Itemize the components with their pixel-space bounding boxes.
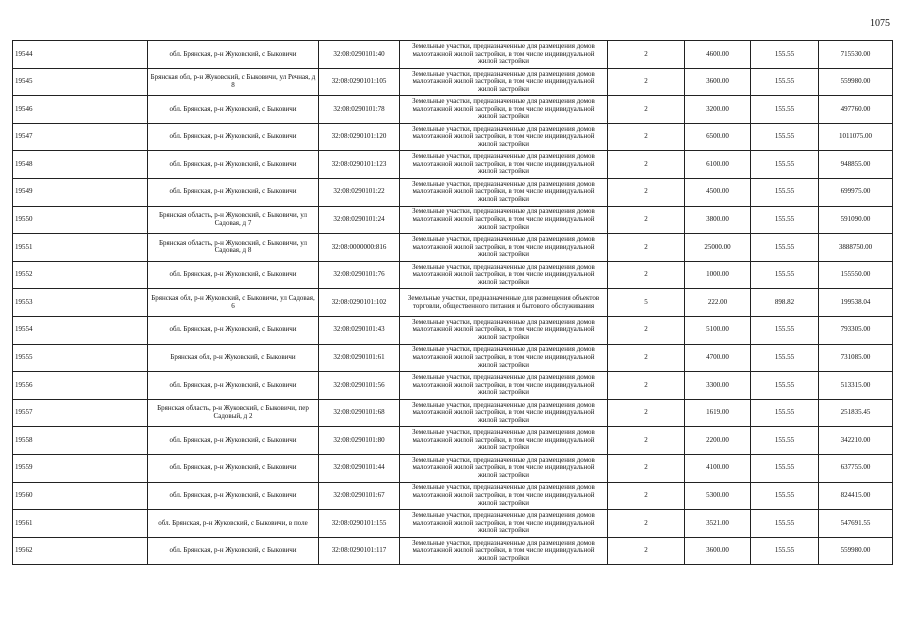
cadastral-number-cell: 32:08:0290101:105 xyxy=(319,68,400,96)
land-purpose-cell: Земельные участки, предназначенные для размещения домов малоэтажной жилой застройки, в том числе индивидуальной жилой застройки xyxy=(400,123,608,151)
address-cell: Брянская обл, р-н Жуковский, с Быковичи, ул Садовая, 6 xyxy=(148,289,319,317)
cadastral-number-cell: 32:08:0290101:44 xyxy=(319,454,400,482)
cadastral-number-cell: 32:08:0290101:61 xyxy=(319,344,400,372)
row-number-cell: 19551 xyxy=(13,234,148,262)
land-purpose-cell: Земельные участки, предназначенные для размещения домов малоэтажной жилой застройки, в том числе индивидуальной жилой застройки xyxy=(400,399,608,427)
land-purpose-cell: Земельные участки, предназначенные для размещения домов малоэтажной жилой застройки, в том числе индивидуальной жилой застройки xyxy=(400,151,608,179)
specific-value-cell: 155.55 xyxy=(751,151,819,179)
land-purpose-cell: Земельные участки, предназначенные для размещения домов малоэтажной жилой застройки, в том числе индивидуальной жилой застройки xyxy=(400,482,608,510)
table-row xyxy=(13,482,893,510)
table-row xyxy=(13,510,893,538)
table-row xyxy=(13,289,893,317)
group-cell: 2 xyxy=(608,261,685,289)
cadastral-value-cell: 559980.00 xyxy=(819,68,893,96)
cadastral-number-cell: 32:08:0290101:117 xyxy=(319,537,400,565)
row-number-cell: 19557 xyxy=(13,399,148,427)
specific-value-cell: 898.82 xyxy=(751,289,819,317)
specific-value-cell: 155.55 xyxy=(751,41,819,69)
specific-value-cell: 155.55 xyxy=(751,482,819,510)
row-number-cell: 19561 xyxy=(13,510,148,538)
group-cell: 2 xyxy=(608,372,685,400)
area-cell: 3600.00 xyxy=(685,68,751,96)
cadastral-number-cell: 32:08:0290101:123 xyxy=(319,151,400,179)
land-purpose-cell: Земельные участки, предназначенные для размещения домов малоэтажной жилой застройки, в том числе индивидуальной жилой застройки xyxy=(400,427,608,455)
group-cell: 2 xyxy=(608,68,685,96)
cadastral-number-cell: 32:08:0290101:56 xyxy=(319,372,400,400)
address-cell: Брянская обл, р-н Жуковский, с Быковичи xyxy=(148,344,319,372)
cadastral-value-cell: 715530.00 xyxy=(819,41,893,69)
address-cell: Брянская область, р-н Жуковский, с Быковичи, ул Садовая, д 8 xyxy=(148,234,319,262)
group-cell: 2 xyxy=(608,427,685,455)
address-cell: обл. Брянская, р-н Жуковский, с Быковичи xyxy=(148,427,319,455)
address-cell: обл. Брянская, р-н Жуковский, с Быковичи xyxy=(148,261,319,289)
address-cell: обл. Брянская, р-н Жуковский, с Быковичи xyxy=(148,537,319,565)
cadastral-number-cell: 32:08:0290101:22 xyxy=(319,178,400,206)
table-row xyxy=(13,537,893,565)
table-row xyxy=(13,372,893,400)
address-cell: обл. Брянская, р-н Жуковский, с Быковичи xyxy=(148,178,319,206)
table-row xyxy=(13,316,893,344)
specific-value-cell: 155.55 xyxy=(751,261,819,289)
table-row xyxy=(13,454,893,482)
cadastral-number-cell: 32:08:0290101:24 xyxy=(319,206,400,234)
cadastral-value-cell: 3888750.00 xyxy=(819,234,893,262)
group-cell: 2 xyxy=(608,96,685,124)
table-row xyxy=(13,234,893,262)
row-number-cell: 19545 xyxy=(13,68,148,96)
specific-value-cell: 155.55 xyxy=(751,510,819,538)
cadastral-number-cell: 32:08:0290101:40 xyxy=(319,41,400,69)
table-row xyxy=(13,41,893,69)
page-number: 1075 xyxy=(870,18,890,29)
cadastral-value-cell: 547691.55 xyxy=(819,510,893,538)
table-body xyxy=(13,41,893,565)
address-cell: обл. Брянская, р-н Жуковский, с Быковичи xyxy=(148,96,319,124)
row-number-cell: 19560 xyxy=(13,482,148,510)
row-number-cell: 19554 xyxy=(13,316,148,344)
area-cell: 3800.00 xyxy=(685,206,751,234)
cadastral-value-cell: 513315.00 xyxy=(819,372,893,400)
cadastral-number-cell: 32:08:0290101:155 xyxy=(319,510,400,538)
table-row xyxy=(13,178,893,206)
area-cell: 4600.00 xyxy=(685,41,751,69)
cadastral-value-cell: 342210.00 xyxy=(819,427,893,455)
address-cell: обл. Брянская, р-н Жуковский, с Быковичи xyxy=(148,454,319,482)
cadastral-value-cell: 824415.00 xyxy=(819,482,893,510)
table-row xyxy=(13,344,893,372)
row-number-cell: 19553 xyxy=(13,289,148,317)
cadastral-value-cell: 731085.00 xyxy=(819,344,893,372)
area-cell: 1000.00 xyxy=(685,261,751,289)
group-cell: 2 xyxy=(608,344,685,372)
land-purpose-cell: Земельные участки, предназначенные для размещения домов малоэтажной жилой застройки, в том числе индивидуальной жилой застройки xyxy=(400,454,608,482)
specific-value-cell: 155.55 xyxy=(751,123,819,151)
group-cell: 2 xyxy=(608,482,685,510)
land-purpose-cell: Земельные участки, предназначенные для размещения объектов торговли, общественного питания и бытового обслуживания xyxy=(400,289,608,317)
land-purpose-cell: Земельные участки, предназначенные для размещения домов малоэтажной жилой застройки, в том числе индивидуальной жилой застройки xyxy=(400,261,608,289)
group-cell: 2 xyxy=(608,234,685,262)
group-cell: 5 xyxy=(608,289,685,317)
area-cell: 222.00 xyxy=(685,289,751,317)
specific-value-cell: 155.55 xyxy=(751,178,819,206)
group-cell: 2 xyxy=(608,454,685,482)
land-purpose-cell: Земельные участки, предназначенные для размещения домов малоэтажной жилой застройки, в том числе индивидуальной жилой застройки xyxy=(400,372,608,400)
cadastral-number-cell: 32:08:0000000:816 xyxy=(319,234,400,262)
table-row xyxy=(13,123,893,151)
cadastral-value-cell: 591090.00 xyxy=(819,206,893,234)
group-cell: 2 xyxy=(608,316,685,344)
group-cell: 2 xyxy=(608,41,685,69)
group-cell: 2 xyxy=(608,123,685,151)
row-number-cell: 19544 xyxy=(13,41,148,69)
address-cell: обл. Брянская, р-н Жуковский, с Быковичи, в поле xyxy=(148,510,319,538)
row-number-cell: 19559 xyxy=(13,454,148,482)
row-number-cell: 19550 xyxy=(13,206,148,234)
area-cell: 25000.00 xyxy=(685,234,751,262)
area-cell: 3521.00 xyxy=(685,510,751,538)
specific-value-cell: 155.55 xyxy=(751,96,819,124)
table-row xyxy=(13,427,893,455)
cadastral-number-cell: 32:08:0290101:120 xyxy=(319,123,400,151)
table-row xyxy=(13,151,893,179)
row-number-cell: 19562 xyxy=(13,537,148,565)
area-cell: 4100.00 xyxy=(685,454,751,482)
group-cell: 2 xyxy=(608,399,685,427)
cadastral-number-cell: 32:08:0290101:76 xyxy=(319,261,400,289)
area-cell: 3200.00 xyxy=(685,96,751,124)
cadastral-value-cell: 559980.00 xyxy=(819,537,893,565)
row-number-cell: 19558 xyxy=(13,427,148,455)
group-cell: 2 xyxy=(608,151,685,179)
area-cell: 4700.00 xyxy=(685,344,751,372)
address-cell: обл. Брянская, р-н Жуковский, с Быковичи xyxy=(148,123,319,151)
area-cell: 6500.00 xyxy=(685,123,751,151)
area-cell: 5300.00 xyxy=(685,482,751,510)
address-cell: обл. Брянская, р-н Жуковский, с Быковичи xyxy=(148,482,319,510)
land-purpose-cell: Земельные участки, предназначенные для размещения домов малоэтажной жилой застройки, в том числе индивидуальной жилой застройки xyxy=(400,344,608,372)
land-purpose-cell: Земельные участки, предназначенные для размещения домов малоэтажной жилой застройки, в том числе индивидуальной жилой застройки xyxy=(400,316,608,344)
address-cell: обл. Брянская, р-н Жуковский, с Быковичи xyxy=(148,372,319,400)
land-purpose-cell: Земельные участки, предназначенные для размещения домов малоэтажной жилой застройки, в том числе индивидуальной жилой застройки xyxy=(400,68,608,96)
group-cell: 2 xyxy=(608,510,685,538)
area-cell: 3600.00 xyxy=(685,537,751,565)
row-number-cell: 19548 xyxy=(13,151,148,179)
specific-value-cell: 155.55 xyxy=(751,234,819,262)
land-registry-table xyxy=(12,40,893,565)
land-purpose-cell: Земельные участки, предназначенные для размещения домов малоэтажной жилой застройки, в том числе индивидуальной жилой застройки xyxy=(400,206,608,234)
address-cell: Брянская обл, р-н Жуковский, с Быковичи, ул Речная, д 8 xyxy=(148,68,319,96)
row-number-cell: 19546 xyxy=(13,96,148,124)
specific-value-cell: 155.55 xyxy=(751,454,819,482)
group-cell: 2 xyxy=(608,206,685,234)
row-number-cell: 19556 xyxy=(13,372,148,400)
row-number-cell: 19549 xyxy=(13,178,148,206)
specific-value-cell: 155.55 xyxy=(751,537,819,565)
table-row xyxy=(13,399,893,427)
area-cell: 5100.00 xyxy=(685,316,751,344)
specific-value-cell: 155.55 xyxy=(751,316,819,344)
cadastral-value-cell: 497760.00 xyxy=(819,96,893,124)
cadastral-number-cell: 32:08:0290101:78 xyxy=(319,96,400,124)
land-purpose-cell: Земельные участки, предназначенные для размещения домов малоэтажной жилой застройки, в том числе индивидуальной жилой застройки xyxy=(400,537,608,565)
address-cell: Брянская область, р-н Жуковский, с Быковичи, пер Садовый, д 2 xyxy=(148,399,319,427)
land-purpose-cell: Земельные участки, предназначенные для размещения домов малоэтажной жилой застройки, в том числе индивидуальной жилой застройки xyxy=(400,96,608,124)
cadastral-value-cell: 793305.00 xyxy=(819,316,893,344)
cadastral-value-cell: 637755.00 xyxy=(819,454,893,482)
cadastral-value-cell: 155550.00 xyxy=(819,261,893,289)
cadastral-value-cell: 948855.00 xyxy=(819,151,893,179)
specific-value-cell: 155.55 xyxy=(751,372,819,400)
cadastral-value-cell: 199538.04 xyxy=(819,289,893,317)
cadastral-number-cell: 32:08:0290101:67 xyxy=(319,482,400,510)
cadastral-number-cell: 32:08:0290101:68 xyxy=(319,399,400,427)
row-number-cell: 19555 xyxy=(13,344,148,372)
cadastral-number-cell: 32:08:0290101:102 xyxy=(319,289,400,317)
table-row xyxy=(13,68,893,96)
area-cell: 6100.00 xyxy=(685,151,751,179)
table-row xyxy=(13,206,893,234)
cadastral-number-cell: 32:08:0290101:80 xyxy=(319,427,400,455)
land-purpose-cell: Земельные участки, предназначенные для размещения домов малоэтажной жилой застройки, в том числе индивидуальной жилой застройки xyxy=(400,41,608,69)
specific-value-cell: 155.55 xyxy=(751,427,819,455)
address-cell: обл. Брянская, р-н Жуковский, с Быковичи xyxy=(148,41,319,69)
address-cell: обл. Брянская, р-н Жуковский, с Быковичи xyxy=(148,316,319,344)
cadastral-value-cell: 699975.00 xyxy=(819,178,893,206)
land-purpose-cell: Земельные участки, предназначенные для размещения домов малоэтажной жилой застройки, в том числе индивидуальной жилой застройки xyxy=(400,234,608,262)
address-cell: обл. Брянская, р-н Жуковский, с Быковичи xyxy=(148,151,319,179)
cadastral-value-cell: 251835.45 xyxy=(819,399,893,427)
specific-value-cell: 155.55 xyxy=(751,68,819,96)
row-number-cell: 19547 xyxy=(13,123,148,151)
table-row xyxy=(13,261,893,289)
area-cell: 3300.00 xyxy=(685,372,751,400)
land-purpose-cell: Земельные участки, предназначенные для размещения домов малоэтажной жилой застройки, в том числе индивидуальной жилой застройки xyxy=(400,510,608,538)
specific-value-cell: 155.55 xyxy=(751,344,819,372)
group-cell: 2 xyxy=(608,537,685,565)
table-row xyxy=(13,96,893,124)
area-cell: 1619.00 xyxy=(685,399,751,427)
specific-value-cell: 155.55 xyxy=(751,206,819,234)
row-number-cell: 19552 xyxy=(13,261,148,289)
cadastral-number-cell: 32:08:0290101:43 xyxy=(319,316,400,344)
specific-value-cell: 155.55 xyxy=(751,399,819,427)
area-cell: 2200.00 xyxy=(685,427,751,455)
land-purpose-cell: Земельные участки, предназначенные для размещения домов малоэтажной жилой застройки, в том числе индивидуальной жилой застройки xyxy=(400,178,608,206)
address-cell: Брянская область, р-н Жуковский, с Быковичи, ул Садовая, д 7 xyxy=(148,206,319,234)
group-cell: 2 xyxy=(608,178,685,206)
area-cell: 4500.00 xyxy=(685,178,751,206)
cadastral-value-cell: 1011075.00 xyxy=(819,123,893,151)
